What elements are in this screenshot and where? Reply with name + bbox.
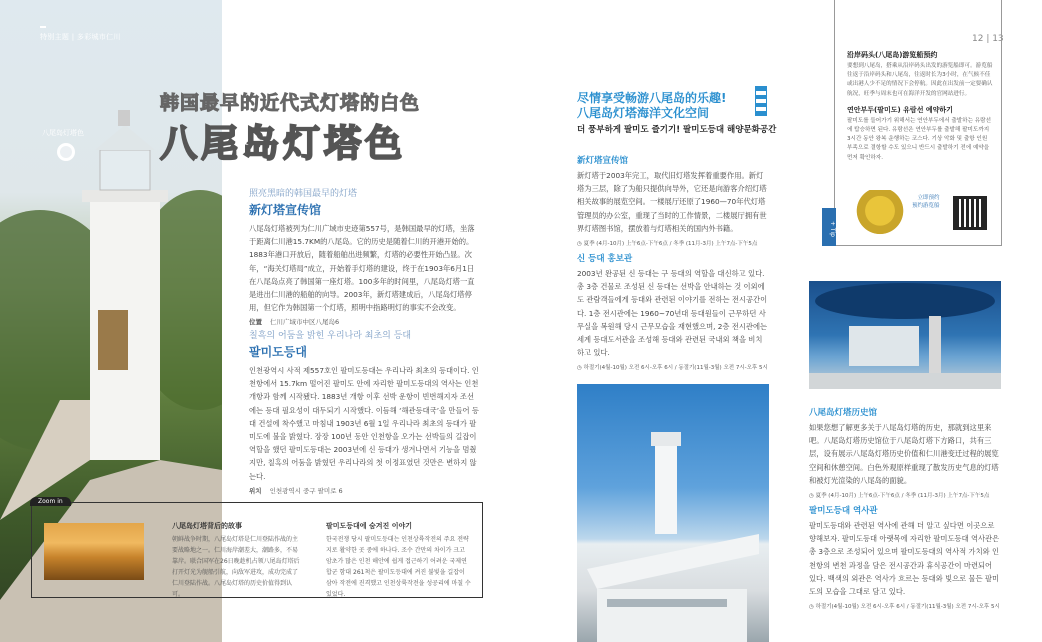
location-label: 위치 — [249, 486, 262, 495]
history-museum-cn — [809, 406, 1001, 499]
right-headline-kr: 더 풍부하게 팔미도 즐기기! 팔미도등대 해양문화공간 — [577, 125, 777, 135]
clock-icon: ◷ — [809, 604, 816, 611]
block-subtitle: 칠흑의 어둠을 밝힌 우리나라 최초의 등대 — [249, 331, 412, 341]
clock-icon: ◷ — [809, 493, 816, 500]
section-title: 八尾岛灯塔历史馆 — [809, 408, 878, 418]
lighthouse-icon — [755, 86, 767, 116]
block-body: 인천광역시 사적 제557호인 팔미도등대는 우리나라 최초의 등대이다. 인천항에서 15.7km 떨어진 팔미도 안에 자리한 팔미도등대의 역사는 인천 개항과 함께 시작됐다. 1883년 개항 이후 선박 운항이 빈번해지자 조선에는 등대 필요성이 대두되기 시작했다. 이듬해 ‘해관등대국’을 만들어 등대 건설에 착수했고 마침내 1903년 6월 1일 우리나라 최초의 등대가 팔미도에 불을 밝혔다. 장장 100년 동안 인천항을 오가는 선박들의 길잡이 역할을 했던 팔미도등대는 2003년에 신 등대가 생겨나면서 기능을 멈췄지만, 칠흑의 어둠을 밝혔던 우리나라의 첫 이정표였던 것만은 변하지 않는다. — [249, 366, 479, 481]
block-title: 팔미도등대 — [249, 345, 307, 359]
location-row — [249, 317, 479, 326]
zoom-kr-body: 한국전쟁 당시 팔미도등대는 인천상륙작전의 주요 전략지로 활약한 곳 중에 하나다. 조수 간만의 차이가 크고 암초가 많은 인천 해안에 쉽게 접근하기 어려운 국제연합군 함대 261척은 팔미도등대에 켜진 불빛을 길잡이 삼아 작전에 진격했고 인천상륙작전을 성공리에 마칠 수 있었다. — [326, 536, 471, 598]
opening-hours — [577, 363, 769, 371]
museum-interior-illustration — [809, 281, 1001, 389]
opening-hours — [809, 491, 1001, 499]
photo-label: 八尾岛灯塔色 — [42, 129, 84, 137]
block-title: 新灯塔宣传馆 — [249, 203, 322, 217]
block-subtitle: 照亮黑暗的韩国最早的灯塔 — [249, 189, 358, 199]
headline-large: 八尾岛灯塔色 — [160, 121, 406, 165]
zoom-cn-body: 朝鲜战争时期，八尾岛灯塔是仁川登陆作战的主要战略地之一。仁川海岸潮差大，潮路多，不易靠岸。联合国军在26日晚趁机占领八尾岛灯塔后打开灯光为舰船引航，向敌军进攻，成功完成了仁川登陆作战。八尾岛灯塔的历史价值得到认可。 — [172, 536, 300, 598]
location-label: 位置 — [249, 318, 262, 327]
new-lighthouse-photo — [577, 384, 769, 642]
opening-hours-text: 夏季 (4月-10月) 上午6点-下午6点 / 冬季 (11月-3月) 上午7点-下午5点 — [583, 241, 758, 248]
opening-hours — [809, 602, 1001, 610]
location-value: 인천광역시 중구 팔미로 6 — [269, 486, 343, 495]
zoom-cn-title: 八尾岛灯塔背后的故事 — [172, 522, 242, 530]
tip-text-cn: 要想到八尾岛，搭乘从沿岸码头出发的游览船即可。游览船往返于沿岸码头和八尾岛，往返时长为3小时，在气候不佳或出港人少不足的情况下会停航。因此在出发前一定要确认航况，旺季与周末也可在海洋开发的官网站进行。 — [847, 63, 993, 97]
block-body: 八尾岛灯塔被列为仁川广域市史迹第557号，是韩国最早的灯塔，坐落于距离仁川港15.7KM的八尾岛。它的历史是随着仁川的开港开始的。1883年港口开放后，随着船舶出进频繁，灯塔的必要性开始凸显。次年，“海关灯塔局”成立，开始着手灯塔的建设，终于在1903年6月1日在八尾岛点亮了韩国第一座灯塔。100多年的时间里，八尾岛灯塔一直是进出仁川港的船舶的向导。2003年，新灯塔建成后，八尾岛灯塔停用，但它作为韩国第一个灯塔，照明中指路明灯的事实不会改变。 — [249, 224, 475, 313]
qr-label: 立即预约 预约游览船 — [912, 195, 940, 209]
right-headline-cn-1: 尽情享受畅游八尾岛的乐趣! — [577, 91, 727, 105]
section-body: 팔미도등대와 관련된 역사에 관해 더 알고 싶다면 이곳으로 향해보자. 팔미도등대 아랫목에 자리한 팔미도등대 역사관은 총 3층으로 조성되어 있으며 팔미도등대의 역사적 가치와 인천항의 변천 과정을 담은 전시공간과 휴식공간이 마련되어 있다. 백색의 외관은 역사가 흐르는 등대와 빛으로 물든 팔미도의 모습을 그대로 담고 있다. — [809, 521, 1000, 597]
palmido-kr-block — [249, 328, 481, 495]
location-value: 仁川广域市中区八尾岛6 — [270, 318, 340, 327]
opening-hours — [577, 239, 769, 247]
tip-heading-cn: 沿岸码头(八尾岛)游览船预约 — [847, 51, 938, 59]
opening-hours-text: 夏季 (4月-10月) 上午6点-下午6点 / 冬季 (11月-3月) 上午7点-下午5点 — [815, 493, 990, 500]
location-marker-icon — [57, 143, 75, 161]
page-number: 12 | 13 — [972, 34, 1004, 44]
zoom-cn-column — [172, 521, 302, 600]
new-lighthouse-illustration — [577, 384, 769, 642]
section-title: 팔미도등대 역사관 — [809, 506, 878, 516]
opening-hours-text: 하절기(4월-10월) 오전 6시-오후 6시 / 동절기(11월-3월) 오전 7시-오후 5시 — [583, 365, 768, 372]
section-body: 如果您想了解更多关于八尾岛灯塔的历史，那就到这里来吧。八尾岛灯塔历史馆位于八尾岛灯塔下方路口，共有三层，设有展示八尾岛灯塔历史价值和仁川港变迁过程的展览空间和休憩空间。白色外观原样重现了散发历史气息的灯塔和被灯光渲染的八尾岛的面貌。 — [809, 423, 999, 485]
tip-tab: + Tip — [822, 208, 836, 246]
tip-heading-kr: 연안부두(팔미도) 유람선 예약하기 — [847, 105, 953, 114]
section-tag: 特别主题 | 多彩城市仁川 — [40, 33, 121, 41]
clock-icon: ◷ — [577, 241, 584, 248]
zoom-kr-title: 팔미도등대에 숨겨진 이야기 — [326, 522, 413, 530]
section-title: 新灯塔宣传馆 — [577, 156, 629, 166]
new-lighthouse-hall-cn — [577, 154, 769, 247]
new-lighthouse-cn-block — [249, 186, 479, 326]
history-museum-photo — [809, 281, 1001, 389]
opening-hours-text: 하절기(4월-10월) 오전 6시-오후 6시 / 동절기(11월-3월) 오전 7시-오후 5시 — [815, 604, 1000, 611]
section-body: 2003년 완공된 신 등대는 구 등대의 역할을 대신하고 있다. 총 3층 건물로 조성된 신 등대는 선박을 안내하는 것 이외에도 관람객들에게 등대와 관련된 이야기를 전하는 전시공간이다. 1층 전시관에는 1960~70년대 등대원들이 근무하던 사무실을 복원해 당시 근무모습을 재현했으며, 2층 전시관에는 세계 등대도서관을 조성해 등대와 관련된 국내외 책을 비치하고 있다. — [577, 269, 768, 358]
golden-statue-image — [852, 190, 908, 242]
sunset-island-photo — [44, 523, 144, 580]
zoom-kr-column — [326, 521, 472, 600]
section-body: 新灯塔于2003年完工，取代旧灯塔发挥着重要作用。新灯塔为三层，除了为船只提供向导外，它还是向游客介绍灯塔相关故事的展览空间。一楼展厅还原了1960—70年代灯塔管理员的办公室，重现了当时的工作情景，二楼展厅拥有世界灯塔图书馆，摆放着与灯塔相关的国内外书籍。 — [577, 171, 767, 233]
qr-code[interactable] — [953, 196, 987, 230]
new-lighthouse-hall-kr — [577, 252, 769, 371]
history-museum-kr — [809, 504, 1001, 610]
tip-content — [847, 50, 993, 163]
tip-text-kr: 팔미도를 들어가기 위해서는 연안부두에서 출발하는 유람선에 탑승하면 된다. 유람선은 연안부두를 출발해 팔미도까지 3시간 동안 왕복 운행하는 코스다. 기상 악화 및 출항 인원 부족으로 결항할 수도 있으니 반드시 출발하기 전에 예약을 먼저 확인하자. — [847, 117, 991, 161]
location-row — [249, 486, 481, 495]
clock-icon: ◷ — [577, 365, 584, 372]
right-headline-cn-2: 八尾岛灯塔海洋文化空间 — [577, 106, 710, 120]
zoom-in-tab: Zoom in — [30, 497, 71, 506]
headline-small: 韩国最早的近代式灯塔的白色 — [160, 92, 421, 114]
section-title: 신 등대 홍보관 — [577, 254, 633, 264]
